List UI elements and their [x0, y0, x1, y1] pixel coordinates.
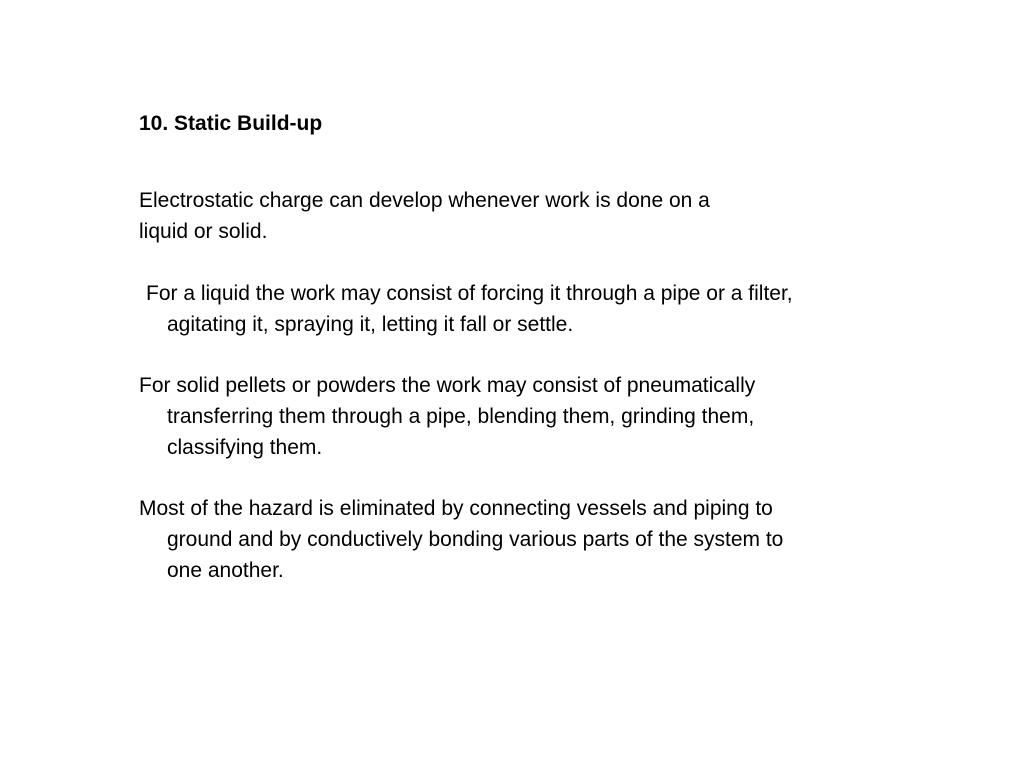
paragraph-line: transferring them through a pipe, blending them, grinding them, — [167, 405, 755, 428]
paragraph-line: Most of the hazard is eliminated by connecting vessels and piping to — [139, 497, 773, 520]
intro-line: liquid or solid. — [139, 220, 268, 243]
paragraph-line: For solid pellets or powders the work may consist of pneumatically — [139, 374, 756, 397]
intro-line: Electrostatic charge can develop whenever work is done on a — [139, 189, 710, 212]
hazard-paragraph — [139, 493, 959, 586]
liquid-paragraph — [139, 278, 959, 340]
paragraph-line: agitating it, spraying it, letting it fall or settle. — [167, 313, 574, 336]
intro-paragraph — [139, 185, 710, 247]
slide-title: 10. Static Build-up — [139, 112, 323, 135]
solids-paragraph — [139, 370, 959, 463]
paragraph-line: classifying them. — [167, 436, 323, 459]
paragraph-line: For a liquid the work may consist of forcing it through a pipe or a filter, — [146, 282, 793, 305]
paragraph-line: ground and by conductively bonding various parts of the system to — [167, 528, 784, 551]
paragraph-line: one another. — [167, 559, 284, 582]
